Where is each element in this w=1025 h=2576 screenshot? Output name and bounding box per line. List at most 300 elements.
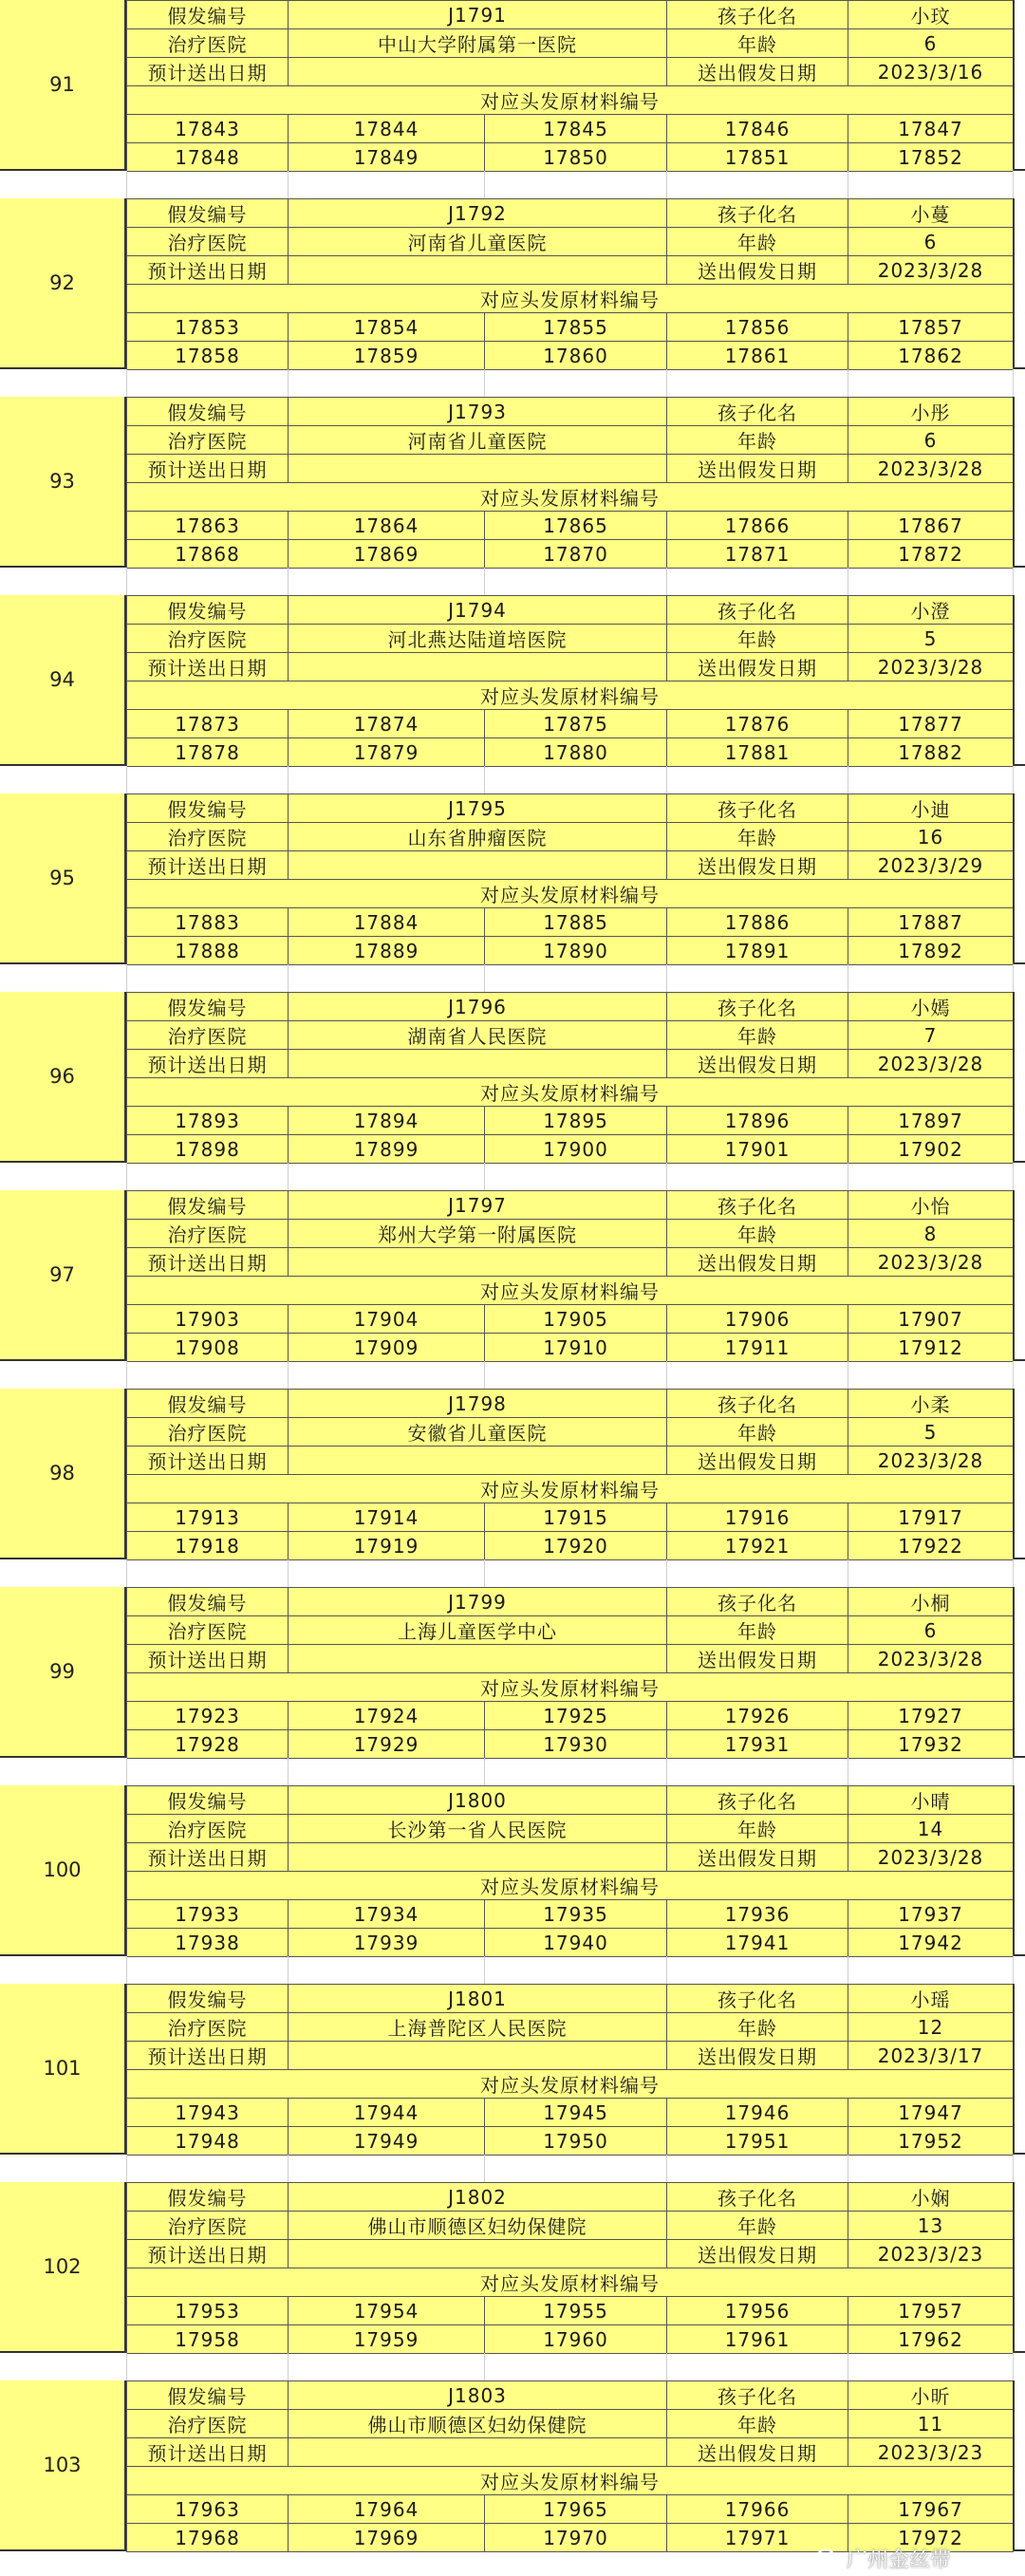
record-table: [126, 1984, 1014, 2156]
planned-date-value: [289, 653, 667, 681]
gap-gridline: [126, 964, 127, 992]
material-number: 17910: [485, 1334, 667, 1362]
material-number: 17942: [848, 1929, 1014, 1957]
gap-gridline: [288, 2353, 289, 2380]
age-label: 年龄: [667, 625, 848, 653]
material-number: 17883: [127, 908, 289, 937]
planned-date-label: 预计送出日期: [127, 653, 289, 681]
child-alias-value: 小桐: [848, 1588, 1014, 1616]
material-number: 17904: [289, 1305, 485, 1334]
material-number: 17961: [667, 2325, 848, 2354]
child-alias-value: 小蔓: [848, 199, 1014, 228]
wig-no-value: J1794: [289, 596, 667, 625]
material-number: 17891: [667, 937, 848, 965]
wig-no-label: 假发编号: [127, 1786, 289, 1815]
age-label: 年龄: [667, 2410, 848, 2438]
wig-no-value: J1792: [289, 199, 667, 228]
hospital-value: 上海儿童医学中心: [289, 1616, 667, 1645]
material-number: 17867: [848, 512, 1014, 540]
gap-gridline: [126, 1361, 127, 1389]
material-number: 17934: [289, 1900, 485, 1929]
record-index: 99: [0, 1587, 126, 1756]
material-number: 17851: [667, 143, 848, 172]
record-block: [0, 1190, 1025, 1361]
sent-date-value: 2023/3/28: [848, 1248, 1014, 1277]
material-number: 17969: [289, 2524, 485, 2552]
material-number: 17860: [485, 342, 667, 370]
sent-date-label: 送出假发日期: [667, 653, 848, 681]
hospital-label: 治疗医院: [127, 823, 289, 851]
gap-gridline: [666, 2353, 667, 2380]
wig-no-label: 假发编号: [127, 596, 289, 625]
gap-gridline: [666, 1559, 667, 1587]
gap-gridline: [484, 1956, 485, 1984]
materials-header: 对应头发原材料编号: [127, 2467, 1014, 2495]
gap-gridline: [484, 1163, 485, 1190]
sent-date-label: 送出假发日期: [667, 1843, 848, 1872]
material-number: 17970: [485, 2524, 667, 2552]
right-border: [1013, 1984, 1015, 2153]
material-number: 17951: [667, 2127, 848, 2156]
material-number: 17894: [289, 1107, 485, 1135]
child-alias-label: 孩子化名: [667, 199, 848, 228]
gap-gridline: [288, 2155, 289, 2182]
age-label: 年龄: [667, 228, 848, 256]
planned-date-label: 预计送出日期: [127, 1645, 289, 1673]
age-value: 12: [848, 2013, 1014, 2042]
material-number: 17863: [127, 512, 289, 540]
material-number: 17915: [485, 1503, 667, 1532]
material-number: 17949: [289, 2127, 485, 2156]
material-number: 17870: [485, 540, 667, 569]
child-alias-label: 孩子化名: [667, 993, 848, 1021]
gap-gridline: [288, 766, 289, 793]
child-alias-value: 小彤: [848, 398, 1014, 426]
hospital-value: 长沙第一省人民医院: [289, 1815, 667, 1843]
hospital-label: 治疗医院: [127, 2410, 289, 2438]
record-block: [0, 595, 1025, 766]
planned-date-value: [289, 1050, 667, 1078]
sent-date-value: 2023/3/23: [848, 2240, 1014, 2268]
age-value: 6: [848, 426, 1014, 455]
material-number: 17907: [848, 1305, 1014, 1334]
material-number: 17847: [848, 115, 1014, 143]
age-label: 年龄: [667, 823, 848, 851]
material-number: 17925: [485, 1702, 667, 1730]
gap-gridline: [666, 568, 667, 595]
material-number: 17848: [127, 143, 289, 172]
materials-header: 对应头发原材料编号: [127, 1078, 1014, 1107]
planned-date-label: 预计送出日期: [127, 1843, 289, 1872]
gap-gridline: [666, 766, 667, 793]
planned-date-value: [289, 2438, 667, 2467]
gap-gridline: [666, 2155, 667, 2182]
gap-gridline: [126, 1758, 127, 1785]
material-number: 17864: [289, 512, 485, 540]
age-value: 5: [848, 625, 1014, 653]
material-number: 17947: [848, 2099, 1014, 2127]
material-number: 17859: [289, 342, 485, 370]
wig-no-label: 假发编号: [127, 1, 289, 29]
materials-header: 对应头发原材料编号: [127, 681, 1014, 710]
material-number: 17953: [127, 2297, 289, 2325]
gap-gridline: [288, 964, 289, 992]
child-alias-value: 小嫣: [848, 993, 1014, 1021]
sent-date-label: 送出假发日期: [667, 2438, 848, 2467]
child-alias-label: 孩子化名: [667, 794, 848, 823]
gap-gridline: [484, 964, 485, 992]
material-number: 17939: [289, 1929, 485, 1957]
material-number: 17869: [289, 540, 485, 569]
hospital-value: 佛山市顺德区妇幼保健院: [289, 2410, 667, 2438]
material-number: 17843: [127, 115, 289, 143]
material-number: 17879: [289, 738, 485, 767]
material-number: 17918: [127, 1532, 289, 1560]
gap-gridline: [666, 1956, 667, 1984]
record-block: [0, 1785, 1025, 1956]
material-number: 17937: [848, 1900, 1014, 1929]
gap-gridline: [288, 1163, 289, 1190]
record-index: 93: [0, 397, 126, 566]
material-number: 17936: [667, 1900, 848, 1929]
material-number: 17852: [848, 143, 1014, 172]
right-border: [1013, 1190, 1015, 1359]
gap-gridline: [484, 766, 485, 793]
age-value: 6: [848, 1616, 1014, 1645]
material-number: 17889: [289, 937, 485, 965]
sent-date-label: 送出假发日期: [667, 2042, 848, 2070]
material-number: 17849: [289, 143, 485, 172]
material-number: 17905: [485, 1305, 667, 1334]
age-value: 6: [848, 228, 1014, 256]
planned-date-label: 预计送出日期: [127, 58, 289, 86]
material-number: 17892: [848, 937, 1014, 965]
sent-date-value: 2023/3/28: [848, 1447, 1014, 1475]
record-index: 94: [0, 595, 126, 764]
age-value: 13: [848, 2212, 1014, 2240]
hospital-label: 治疗医院: [127, 1021, 289, 1050]
wig-no-label: 假发编号: [127, 199, 289, 228]
gap-gridline: [666, 369, 667, 397]
record-index: 98: [0, 1389, 126, 1558]
wig-no-value: J1802: [289, 2183, 667, 2212]
gap-gridline: [126, 766, 127, 793]
material-number: 17903: [127, 1305, 289, 1334]
right-border: [1013, 0, 1015, 169]
material-number: 17898: [127, 1135, 289, 1164]
material-number: 17965: [485, 2495, 667, 2524]
hospital-label: 治疗医院: [127, 625, 289, 653]
material-number: 17943: [127, 2099, 289, 2127]
material-number: 17877: [848, 710, 1014, 738]
child-alias-value: 小澄: [848, 596, 1014, 625]
record-index: 97: [0, 1190, 126, 1359]
material-number: 17962: [848, 2325, 1014, 2354]
planned-date-label: 预计送出日期: [127, 1447, 289, 1475]
sent-date-label: 送出假发日期: [667, 1645, 848, 1673]
age-value: 14: [848, 1815, 1014, 1843]
material-number: 17929: [289, 1730, 485, 1759]
gap-gridline: [484, 1758, 485, 1785]
age-label: 年龄: [667, 1616, 848, 1645]
record-block: [0, 0, 1025, 171]
planned-date-label: 预计送出日期: [127, 256, 289, 285]
gap-gridline: [1013, 1956, 1014, 1984]
material-number: 17948: [127, 2127, 289, 2156]
material-number: 17944: [289, 2099, 485, 2127]
material-number: 17927: [848, 1702, 1014, 1730]
material-number: 17897: [848, 1107, 1014, 1135]
material-number: 17856: [667, 313, 848, 342]
gap-gridline: [126, 1559, 127, 1587]
right-border: [1013, 198, 1015, 367]
record-block: [0, 1587, 1025, 1758]
sent-date-value: 2023/3/17: [848, 2042, 1014, 2070]
gap-gridline: [484, 1361, 485, 1389]
age-value: 16: [848, 823, 1014, 851]
hospital-label: 治疗医院: [127, 1815, 289, 1843]
gap-gridline: [666, 1163, 667, 1190]
materials-header: 对应头发原材料编号: [127, 1277, 1014, 1305]
material-number: 17917: [848, 1503, 1014, 1532]
material-number: 17874: [289, 710, 485, 738]
hospital-value: 河北燕达陆道培医院: [289, 625, 667, 653]
material-number: 17902: [848, 1135, 1014, 1164]
gap-gridline: [126, 2353, 127, 2380]
material-number: 17923: [127, 1702, 289, 1730]
child-alias-label: 孩子化名: [667, 2183, 848, 2212]
record-table: [126, 595, 1014, 767]
record-table: [126, 1190, 1014, 1362]
material-number: 17878: [127, 738, 289, 767]
age-label: 年龄: [667, 2013, 848, 2042]
gap-gridline: [126, 369, 127, 397]
material-number: 17960: [485, 2325, 667, 2354]
material-number: 17887: [848, 908, 1014, 937]
hospital-label: 治疗医院: [127, 1616, 289, 1645]
material-number: 17911: [667, 1334, 848, 1362]
hospital-label: 治疗医院: [127, 1418, 289, 1447]
record-table: [126, 1389, 1014, 1560]
hospital-label: 治疗医院: [127, 2013, 289, 2042]
wig-no-value: J1797: [289, 1191, 667, 1220]
wig-no-value: J1796: [289, 993, 667, 1021]
hospital-label: 治疗医院: [127, 29, 289, 58]
material-number: 17872: [848, 540, 1014, 569]
record-index: 96: [0, 992, 126, 1161]
hospital-value: 河南省儿童医院: [289, 426, 667, 455]
material-number: 17952: [848, 2127, 1014, 2156]
hospital-value: 中山大学附属第一医院: [289, 29, 667, 58]
sent-date-value: 2023/3/28: [848, 1050, 1014, 1078]
age-label: 年龄: [667, 1815, 848, 1843]
material-number: 17873: [127, 710, 289, 738]
material-number: 17866: [667, 512, 848, 540]
material-number: 17945: [485, 2099, 667, 2127]
record-block: [0, 793, 1025, 964]
material-number: 17845: [485, 115, 667, 143]
wig-no-label: 假发编号: [127, 993, 289, 1021]
watermark-text: 广州金丝带: [847, 2548, 952, 2572]
age-value: 7: [848, 1021, 1014, 1050]
planned-date-label: 预计送出日期: [127, 2042, 289, 2070]
age-label: 年龄: [667, 2212, 848, 2240]
record-block: [0, 2380, 1025, 2551]
record-table: [126, 198, 1014, 370]
child-alias-label: 孩子化名: [667, 1588, 848, 1616]
right-border: [1013, 1389, 1015, 1558]
material-number: 17968: [127, 2524, 289, 2552]
gap-gridline: [288, 568, 289, 595]
right-border: [1013, 2380, 1015, 2549]
wig-no-value: J1791: [289, 1, 667, 29]
child-alias-value: 小怡: [848, 1191, 1014, 1220]
material-number: 17896: [667, 1107, 848, 1135]
material-number: 17940: [485, 1929, 667, 1957]
planned-date-label: 预计送出日期: [127, 2240, 289, 2268]
child-alias-label: 孩子化名: [667, 2381, 848, 2410]
material-number: 17912: [848, 1334, 1014, 1362]
age-value: 11: [848, 2410, 1014, 2438]
material-number: 17862: [848, 342, 1014, 370]
sent-date-label: 送出假发日期: [667, 58, 848, 86]
wig-no-label: 假发编号: [127, 1390, 289, 1418]
materials-header: 对应头发原材料编号: [127, 483, 1014, 512]
material-number: 17888: [127, 937, 289, 965]
planned-date-value: [289, 2240, 667, 2268]
material-number: 17955: [485, 2297, 667, 2325]
right-border: [1013, 793, 1015, 962]
gap-gridline: [288, 171, 289, 198]
material-number: 17916: [667, 1503, 848, 1532]
planned-date-value: [289, 1843, 667, 1872]
material-number: 17865: [485, 512, 667, 540]
age-value: 8: [848, 1220, 1014, 1248]
material-number: 17972: [848, 2524, 1014, 2552]
planned-date-label: 预计送出日期: [127, 2438, 289, 2467]
materials-header: 对应头发原材料编号: [127, 86, 1014, 115]
hospital-label: 治疗医院: [127, 426, 289, 455]
material-number: 17875: [485, 710, 667, 738]
material-number: 17950: [485, 2127, 667, 2156]
material-number: 17895: [485, 1107, 667, 1135]
record-table: [126, 1587, 1014, 1759]
wig-no-value: J1798: [289, 1390, 667, 1418]
wig-no-value: J1793: [289, 398, 667, 426]
record-table: [126, 992, 1014, 1164]
sent-date-label: 送出假发日期: [667, 1050, 848, 1078]
wig-no-label: 假发编号: [127, 398, 289, 426]
gap-gridline: [1013, 1163, 1014, 1190]
hospital-label: 治疗医院: [127, 2212, 289, 2240]
material-number: 17900: [485, 1135, 667, 1164]
age-label: 年龄: [667, 1220, 848, 1248]
record-table: [126, 793, 1014, 965]
gap-gridline: [1013, 1758, 1014, 1785]
sent-date-value: 2023/3/16: [848, 58, 1014, 86]
material-number: 17901: [667, 1135, 848, 1164]
right-border: [1013, 2182, 1015, 2351]
material-number: 17931: [667, 1730, 848, 1759]
gap-gridline: [288, 1559, 289, 1587]
child-alias-value: 小玟: [848, 1, 1014, 29]
planned-date-value: [289, 851, 667, 880]
material-number: 17941: [667, 1929, 848, 1957]
material-number: 17853: [127, 313, 289, 342]
material-number: 17938: [127, 1929, 289, 1957]
material-number: 17850: [485, 143, 667, 172]
child-alias-label: 孩子化名: [667, 1985, 848, 2013]
material-number: 17963: [127, 2495, 289, 2524]
age-value: 5: [848, 1418, 1014, 1447]
gap-gridline: [126, 1956, 127, 1984]
gap-gridline: [1013, 171, 1014, 198]
record-block: [0, 992, 1025, 1163]
child-alias-value: 小晴: [848, 1786, 1014, 1815]
hospital-value: 上海普陀区人民医院: [289, 2013, 667, 2042]
material-number: 17871: [667, 540, 848, 569]
material-number: 17946: [667, 2099, 848, 2127]
sent-date-label: 送出假发日期: [667, 851, 848, 880]
material-number: 17921: [667, 1532, 848, 1560]
record-block: [0, 1984, 1025, 2155]
materials-header: 对应头发原材料编号: [127, 880, 1014, 908]
sent-date-label: 送出假发日期: [667, 2240, 848, 2268]
record-index: 91: [0, 0, 126, 169]
material-number: 17957: [848, 2297, 1014, 2325]
gap-gridline: [1013, 766, 1014, 793]
material-number: 17933: [127, 1900, 289, 1929]
material-number: 17884: [289, 908, 485, 937]
gap-gridline: [484, 369, 485, 397]
material-number: 17914: [289, 1503, 485, 1532]
wig-no-label: 假发编号: [127, 1588, 289, 1616]
record-block: [0, 397, 1025, 568]
right-border: [1013, 595, 1015, 764]
sent-date-value: 2023/3/23: [848, 2438, 1014, 2467]
gap-gridline: [288, 369, 289, 397]
sent-date-value: 2023/3/29: [848, 851, 1014, 880]
material-number: 17966: [667, 2495, 848, 2524]
record-table: [126, 2380, 1014, 2552]
wig-no-value: J1801: [289, 1985, 667, 2013]
record-index: 103: [0, 2380, 126, 2549]
child-alias-label: 孩子化名: [667, 398, 848, 426]
materials-header: 对应头发原材料编号: [127, 285, 1014, 313]
material-number: 17932: [848, 1730, 1014, 1759]
child-alias-label: 孩子化名: [667, 1390, 848, 1418]
sent-date-value: 2023/3/28: [848, 256, 1014, 285]
age-label: 年龄: [667, 426, 848, 455]
materials-header: 对应头发原材料编号: [127, 2070, 1014, 2099]
wig-no-label: 假发编号: [127, 1191, 289, 1220]
material-number: 17861: [667, 342, 848, 370]
materials-header: 对应头发原材料编号: [127, 1475, 1014, 1503]
gap-gridline: [666, 171, 667, 198]
gap-gridline: [1013, 964, 1014, 992]
material-number: 17908: [127, 1334, 289, 1362]
gap-gridline: [126, 1163, 127, 1190]
planned-date-label: 预计送出日期: [127, 851, 289, 880]
gap-gridline: [1013, 568, 1014, 595]
record-index: 101: [0, 1984, 126, 2153]
material-number: 17881: [667, 738, 848, 767]
gap-gridline: [1013, 1361, 1014, 1389]
material-number: 17890: [485, 937, 667, 965]
right-border: [1013, 1785, 1015, 1954]
record-table: [126, 2182, 1014, 2354]
planned-date-value: [289, 256, 667, 285]
